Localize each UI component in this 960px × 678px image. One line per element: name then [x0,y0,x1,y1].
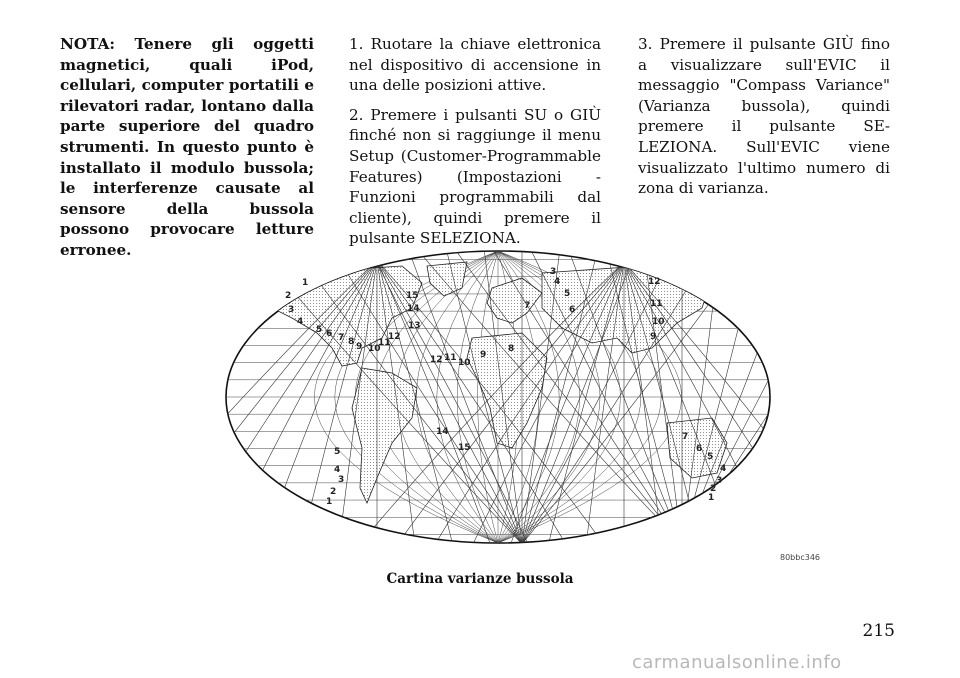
zone-label: 13 [408,321,421,331]
zone-label: 2 [285,291,292,301]
zone-label: 2 [330,487,337,497]
zone-label: 9 [356,342,363,352]
zone-label: 10 [458,358,471,368]
zone-label: 9 [480,350,487,360]
zone-label: 12 [648,277,661,287]
zone-label: 8 [508,344,515,354]
zone-label: 1 [302,278,309,288]
zone-label: 9 [650,332,657,342]
figure-code: 80bbc346 [780,553,821,562]
zone-label: 5 [334,447,341,457]
step-2: 2. Premere i pulsanti SU o GIÙ finché non si raggiunge il menu Setup (Customer-Programmable Features) (Impostazioni - Funzioni programmabili dal cliente), quindi premere il pulsante SELEZIONA. [349,105,601,248]
zone-label: 11 [444,353,457,363]
zone-label: 3 [550,267,557,277]
zone-label: 14 [407,304,420,314]
zone-label: 12 [430,355,443,365]
zone-label: 5 [316,325,323,335]
zone-label: 7 [682,432,689,442]
zone-label: 3 [716,476,723,486]
figure-caption: Cartina varianze bussola [386,571,574,587]
zone-label: 4 [334,465,341,475]
steps-column-2 [638,34,890,208]
zone-label: 10 [368,344,381,354]
zone-label: 5 [707,452,714,462]
zone-label: 8 [348,337,355,347]
zone-label: 15 [406,291,419,301]
zone-label: 11 [650,299,663,309]
zone-label: 6 [696,444,703,454]
zone-label: 7 [338,333,345,343]
zone-label: 10 [652,317,665,327]
zone-label: 1 [708,493,715,503]
zone-label: 7 [524,301,531,311]
zone-label: 3 [338,475,345,485]
steps-column-1 [349,34,601,258]
zone-label: 6 [569,305,576,315]
page-number: 215 [862,621,895,641]
zone-label: 11 [378,338,391,348]
compass-variance-map [222,248,774,546]
zone-label: 12 [388,332,401,342]
map-content [222,248,774,546]
note-column [60,34,314,270]
zone-label: 4 [297,317,304,327]
zone-label: 4 [720,464,727,474]
zone-label: 3 [288,305,295,315]
step-3: 3. Premere il pulsante GIÙ fino a visualizzare sull'EVIC il messaggio "Compass Variance" (Varianza bussola), quindi premere il pulsante SELEZIONA. Sull'EVIC viene visualizzato l'ultimo numero di zona di varianza. [638,35,890,198]
step-1: 1. Ruotare la chiave elettronica nel dispositivo di accensione in una delle posizioni attive. [349,35,601,95]
zone-label: 15 [458,443,471,453]
zone-label: 1 [326,497,333,507]
zone-label: 14 [436,427,449,437]
zone-label: 6 [326,329,333,339]
note-paragraph: NOTA: Tenere gli oggetti magnetici, quali iPod, cellulari, computer portatili e rilevatori radar, lontano dalla parte superiore del quadro strumenti. In questo punto è installato il modulo bussola; le interferenze causate al sensore della bussola possono provocare letture erronee. [60,35,314,259]
zone-label: 4 [554,277,561,287]
watermark: carmanualsonline.info [632,652,842,673]
zone-label: 5 [564,289,571,299]
zone-label: 2 [710,484,717,494]
